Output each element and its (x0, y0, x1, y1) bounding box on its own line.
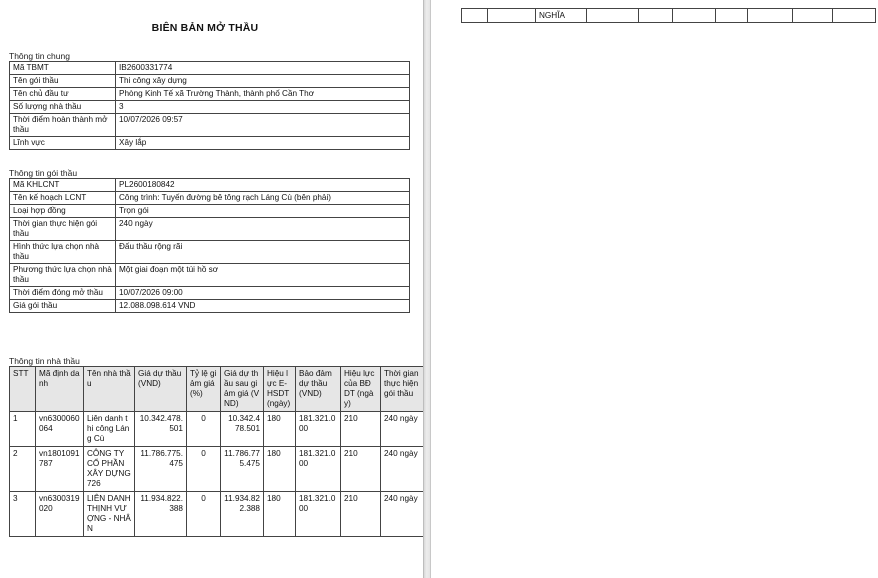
info-key: Hình thức lựa chọn nhà thầu (10, 241, 116, 264)
info-value: Thi công xây dựng (116, 75, 410, 88)
continuation-cell (462, 9, 488, 23)
info-value: 3 (116, 101, 410, 114)
bidder-cell: 240 ngày (381, 412, 424, 447)
table-row (10, 447, 424, 492)
info-value: 240 ngày (116, 218, 410, 241)
continuation-cell (748, 9, 793, 23)
section-general-label: Thông tin chung (9, 51, 70, 61)
info-row (10, 179, 410, 192)
bidder-cell: 11.934.822.388 (221, 492, 264, 537)
bidders-table (9, 366, 423, 537)
info-row (10, 218, 410, 241)
continuation-cell (793, 9, 833, 23)
info-key: Số lượng nhà thầu (10, 101, 116, 114)
bidder-cell: Liên danh thi công Láng Cù (84, 412, 135, 447)
bidder-cell: 180 (264, 412, 296, 447)
info-row (10, 114, 410, 137)
bidders-header-cell: Mã định danh (36, 367, 84, 412)
info-key: Lĩnh vực (10, 137, 116, 150)
bidder-cell: vn6300319020 (36, 492, 84, 537)
bidder-cell: 0 (187, 447, 221, 492)
section-bidders-label: Thông tin nhà thầu (9, 356, 80, 366)
info-value: 12.088.098.614 VND (116, 300, 410, 313)
bidder-cell: 10.342.478.501 (221, 412, 264, 447)
continuation-cell (833, 9, 876, 23)
bidders-header-cell: Hiệu lực của BĐ DT (ngày) (341, 367, 381, 412)
bidders-header-cell: Giá dự thầu (VND) (135, 367, 187, 412)
document-page-left (0, 0, 423, 578)
bidders-header-cell: Hiệu lực E-HSDT (ngày) (264, 367, 296, 412)
info-key: Phương thức lựa chọn nhà thầu (10, 264, 116, 287)
continuation-cell: NGHĨA (536, 9, 587, 23)
info-key: Loại hợp đồng (10, 205, 116, 218)
info-key: Tên gói thầu (10, 75, 116, 88)
info-row (10, 137, 410, 150)
info-key: Tên kế hoạch LCNT (10, 192, 116, 205)
info-value: Trọn gói (116, 205, 410, 218)
info-key: Mã KHLCNT (10, 179, 116, 192)
info-row (10, 88, 410, 101)
continuation-row (462, 9, 876, 23)
bidder-cell: CÔNG TY CỔ PHẦN XÂY DỰNG 726 (84, 447, 135, 492)
info-value: 10/07/2026 09:00 (116, 287, 410, 300)
general-info-table (9, 61, 410, 150)
bidder-cell: 181.321.000 (296, 492, 341, 537)
document-title: BIÊN BẢN MỞ THẦU (151, 22, 259, 34)
info-row (10, 241, 410, 264)
bidder-cell: 10.342.478.501 (135, 412, 187, 447)
bidder-cell: vn6300060064 (36, 412, 84, 447)
bidders-header-cell: Tên nhà thầu (84, 367, 135, 412)
info-key: Mã TBMT (10, 62, 116, 75)
bidder-cell: 210 (341, 492, 381, 537)
bidder-cell: 180 (264, 447, 296, 492)
info-value: Xây lắp (116, 137, 410, 150)
info-value: Một giai đoạn một túi hồ sơ (116, 264, 410, 287)
continuation-cell (716, 9, 748, 23)
bidder-cell: 3 (10, 492, 36, 537)
continuation-cell (673, 9, 716, 23)
info-row (10, 205, 410, 218)
bidders-header-cell: Bảo đảm dự thầu (VND) (296, 367, 341, 412)
bidder-cell: 11.934.822.388 (135, 492, 187, 537)
info-row (10, 300, 410, 313)
info-value: 10/07/2026 09:57 (116, 114, 410, 137)
bidder-cell: 11.786.775.475 (135, 447, 187, 492)
bidders-header-cell: Thời gian thực hiện gói thầu (381, 367, 424, 412)
bidders-table-continuation (461, 8, 876, 23)
package-info-table (9, 178, 410, 313)
bidder-cell: 1 (10, 412, 36, 447)
info-key: Thời điểm đóng mở thầu (10, 287, 116, 300)
info-row (10, 101, 410, 114)
bidder-cell: 0 (187, 492, 221, 537)
bidder-cell: vn1801091787 (36, 447, 84, 492)
info-row (10, 192, 410, 205)
info-row (10, 75, 410, 88)
bidders-header-cell: STT (10, 367, 36, 412)
bidder-cell: 11.786.775.475 (221, 447, 264, 492)
info-row (10, 287, 410, 300)
info-value: Phòng Kinh Tế xã Trường Thành, thành phố Cần Thơ (116, 88, 410, 101)
continuation-cell (488, 9, 536, 23)
info-value: PL2600180842 (116, 179, 410, 192)
info-key: Tên chủ đầu tư (10, 88, 116, 101)
info-key: Thời gian thực hiện gói thầu (10, 218, 116, 241)
info-key: Giá gói thầu (10, 300, 116, 313)
bidder-cell: 181.321.000 (296, 447, 341, 492)
bidder-cell: 0 (187, 412, 221, 447)
bidder-cell: 210 (341, 447, 381, 492)
table-row (10, 492, 424, 537)
document-page-right (431, 0, 878, 578)
info-key: Thời điểm hoàn thành mở thầu (10, 114, 116, 137)
section-package-label: Thông tin gói thầu (9, 168, 78, 178)
bidder-cell: 2 (10, 447, 36, 492)
bidders-header-cell: Tỷ lệ giảm giá (%) (187, 367, 221, 412)
bidders-header-cell: Giá dự thầu sau giảm giá (VND) (221, 367, 264, 412)
bidder-cell: 240 ngày (381, 447, 424, 492)
info-value: IB2600331774 (116, 62, 410, 75)
bidder-cell: LIÊN DANH THỊNH VƯỢNG - NHÂN (84, 492, 135, 537)
page-gutter (423, 0, 431, 578)
table-row (10, 412, 424, 447)
info-value: Đấu thầu rộng rãi (116, 241, 410, 264)
info-value: Công trình: Tuyến đường bê tông rạch Láng Cù (bên phải) (116, 192, 410, 205)
info-row (10, 62, 410, 75)
bidder-cell: 181.321.000 (296, 412, 341, 447)
bidder-cell: 240 ngày (381, 492, 424, 537)
continuation-cell (639, 9, 673, 23)
info-row (10, 264, 410, 287)
bidder-cell: 210 (341, 412, 381, 447)
bidder-cell: 180 (264, 492, 296, 537)
continuation-cell (587, 9, 639, 23)
bidders-header-row (10, 367, 424, 412)
